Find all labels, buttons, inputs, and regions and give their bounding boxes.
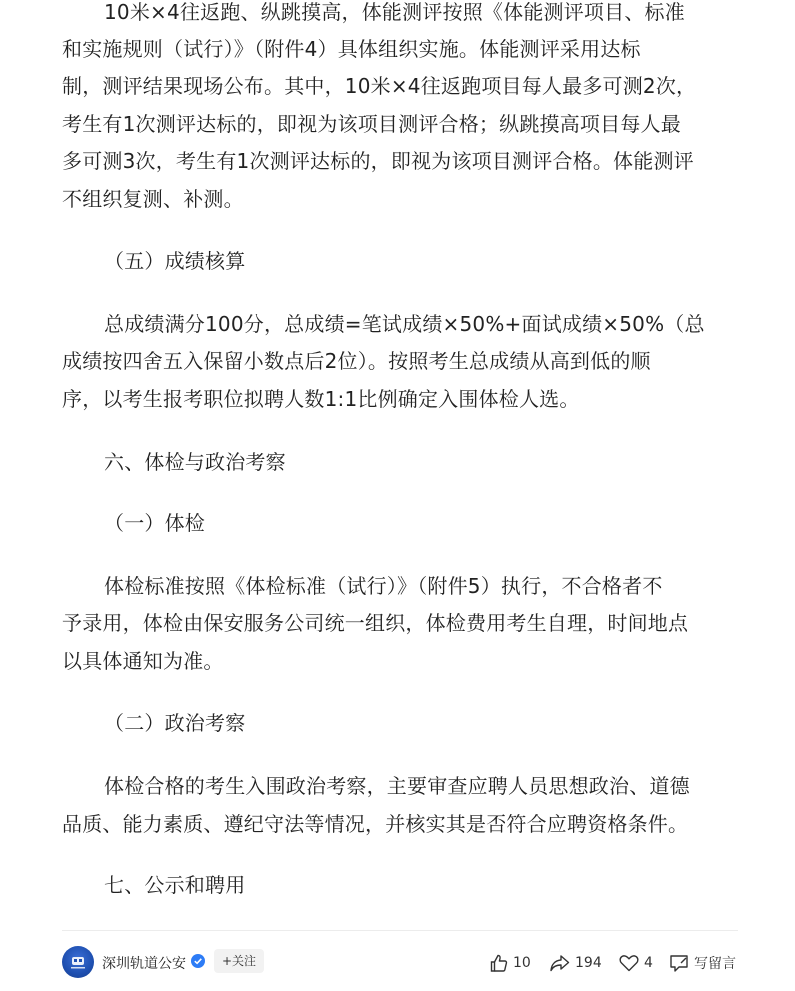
section-heading: （一）体检 xyxy=(104,511,205,535)
section-heading: （二）政治考察 xyxy=(104,711,246,735)
paragraph-line: 序，以考生报考职位拟聘人数1:1比例确定入围体检人选。 xyxy=(62,387,580,411)
paragraph-line: 制，测评结果现场公布。其中，10米×4往返跑项目每人最多可测2次， xyxy=(62,74,697,98)
article-footer-bar xyxy=(62,944,742,984)
paragraph-line: 予录用，体检由保安服务公司统一组织，体检费用考生自理，时间地点 xyxy=(62,611,689,635)
heart-icon xyxy=(618,953,640,973)
comment-label: 写留言 xyxy=(694,956,736,972)
section-heading: 七、公示和聘用 xyxy=(104,873,246,897)
share-count: 194 xyxy=(575,955,602,971)
comment-button[interactable] xyxy=(668,952,736,974)
share-arrow-icon xyxy=(549,953,571,973)
section-heading: （五）成绩核算 xyxy=(104,249,246,273)
share-button[interactable] xyxy=(549,952,602,974)
paragraph-line: 不组织复测、补测。 xyxy=(62,187,244,211)
paragraph-line: 体检标准按照《体检标准（试行）》（附件5）执行，不合格者不 xyxy=(104,574,663,598)
thumbs-up-icon xyxy=(489,953,509,973)
like-count: 10 xyxy=(513,955,531,971)
paragraph-line: 考生有1次测评达标的，即视为该项目测评合格；纵跳摸高项目每人最 xyxy=(62,112,681,136)
paragraph-line: 以具体通知为准。 xyxy=(62,649,224,673)
comment-icon xyxy=(668,953,690,973)
paragraph-line: 总成绩满分100分，总成绩=笔试成绩×50%+面试成绩×50%（总 xyxy=(104,312,705,336)
paragraph-line: 多可测3次，考生有1次测评达标的，即视为该项目测评合格。体能测评 xyxy=(62,149,694,173)
footer-divider xyxy=(62,930,738,931)
author-name[interactable]: 深圳轨道公安 xyxy=(102,956,186,972)
paragraph-line: 体检合格的考生入围政治考察，主要审查应聘人员思想政治、道德 xyxy=(104,774,690,798)
paragraph-line: 10米×4往返跑、纵跳摸高，体能测评按照《体能测评项目、标准 xyxy=(104,0,685,24)
paragraph-line: 品质、能力素质、遵纪守法等情况，并核实其是否符合应聘资格条件。 xyxy=(62,812,689,836)
paragraph-line: 和实施规则（试行）》（附件4）具体组织实施。体能测评采用达标 xyxy=(62,37,641,61)
favorite-count: 4 xyxy=(644,955,653,971)
section-heading: 六、体检与政治考察 xyxy=(104,450,286,474)
paragraph-line: 成绩按四舍五入保留小数点后2位）。按照考生总成绩从高到低的顺 xyxy=(62,349,651,373)
train-logo-icon xyxy=(68,952,88,972)
like-button[interactable] xyxy=(489,952,531,974)
follow-button[interactable]: +关注 xyxy=(214,949,264,973)
verified-badge-icon xyxy=(191,954,205,968)
favorite-button[interactable] xyxy=(618,952,653,974)
avatar[interactable] xyxy=(62,946,94,978)
